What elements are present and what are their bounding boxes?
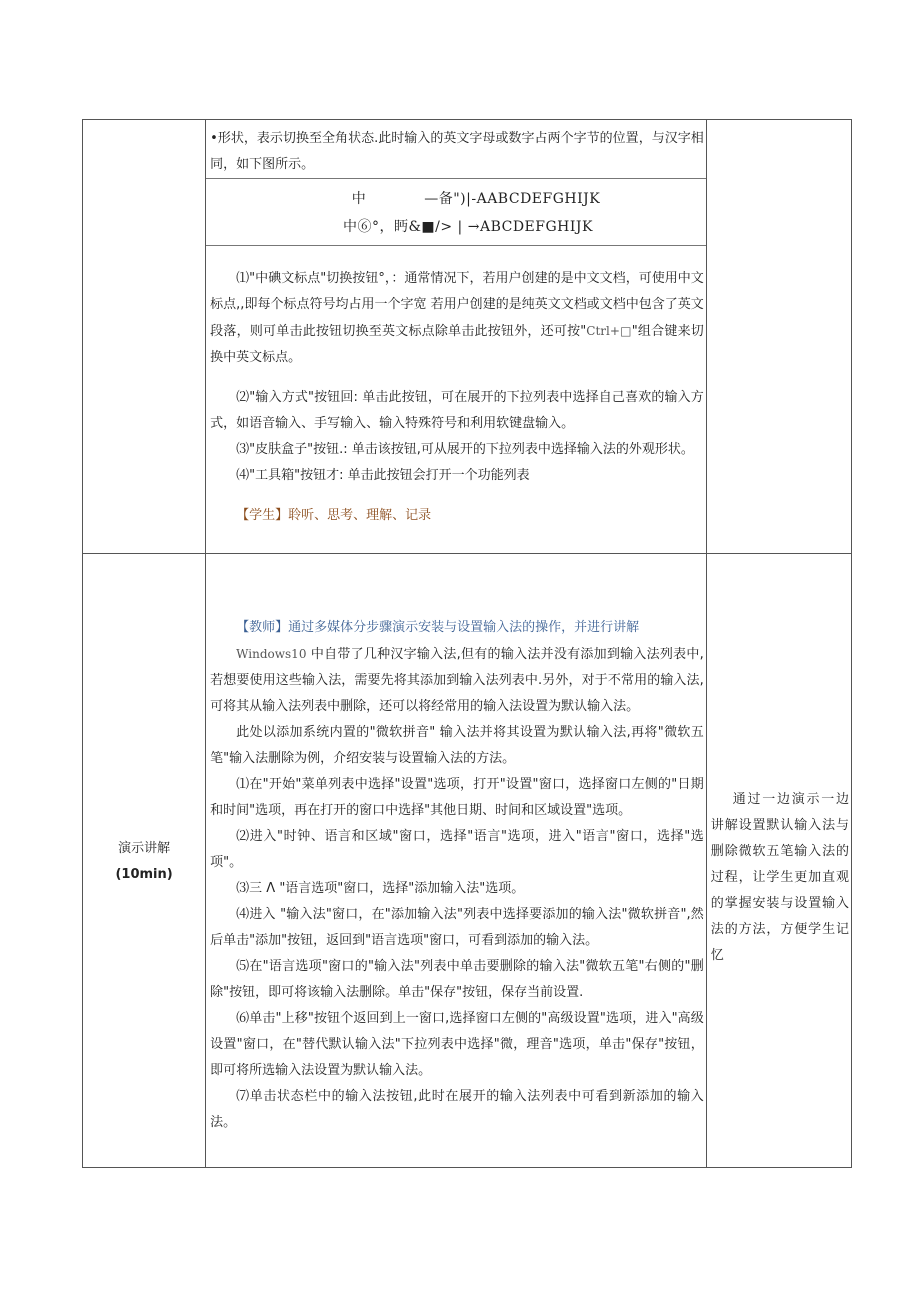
item-punctuation-toggle bbox=[210, 266, 704, 371]
student-activity: 【学生】聆听、思考、理解、记录 bbox=[236, 508, 432, 523]
item-toolbox: ⑷"工具箱"按钮才: 单击此按钮会打开一个功能列表 bbox=[236, 468, 530, 483]
step-2: ⑵进入"时钟、语言和区域"窗口，选择"语言"选项，进入"语言"窗口，选择"选项"。 bbox=[210, 829, 704, 870]
lesson-plan-table bbox=[82, 119, 852, 1168]
step-6: ⑹单击"上移"按钮个返回到上一窗口,选择窗口左侧的"高级设置"选项，进入"高级设置"窗口，在"替代默认输入法"下拉列表中选择"微，理音"选项，单击"保存"按钮，即可将所选输入法设置为默认输入法。 bbox=[210, 1011, 704, 1078]
step-1: ⑴在"开始"菜单列表中选择"设置"选项，打开"设置"窗口，选择窗口左侧的"日期和时间"选项，再在打开的窗口中选择"其他日期、时间和区域设置"选项。 bbox=[210, 777, 704, 818]
step-7: ⑺单击状态栏中的输入法按钮,此时在展开的输入法列表中可看到新添加的输入法。 bbox=[210, 1089, 704, 1130]
item-skin-box: ⑶"皮肤盒子"按钮.: 单击该按钮,可从展开的下拉列表中选择输入法的外观形状。 bbox=[236, 442, 694, 457]
fullwidth-demo-figure bbox=[206, 178, 706, 246]
demo-line-halfwidth: 中 —备")|-AABCDEFGHIJK bbox=[351, 191, 601, 207]
windows-version: Windows10 bbox=[236, 647, 307, 661]
step-4: ⑷进入 "输入法"窗口，在"添加输入法"列表中选择要添加的输入法"微软拼音",然后单击"添加"按钮，返回到"语言选项"窗口，可看到添加的输入法。 bbox=[210, 907, 704, 948]
design-intent-note: 通过一边演示一边讲解设置默认输入法与删除微软五笔输入法的过程，让学生更加直观的掌握安装与设置输入法的方法，方便学生记忆 bbox=[710, 792, 849, 963]
item1-text-b: "组合键来切换中英文标点。 bbox=[210, 324, 704, 365]
intro-windows-text: 中自带了几种汉字输入法,但有的输入法并没有添加到输入法列表中,若想要使用这些输入法，需要先将其添加到输入法列表中.另外，对于不常用的输入法,可将其从输入法列表中删除，还可以将经常用的输入法设置为默认输入法。 bbox=[210, 647, 704, 714]
intro-paragraph: •形状，表示切换至全角状态.此时输入的英文字母或数字占两个字节的位置，与汉字相同，如下图所示。 bbox=[210, 131, 704, 172]
row1-label-cell bbox=[83, 120, 206, 554]
section-duration: (10min) bbox=[115, 867, 173, 882]
table-row bbox=[83, 554, 852, 1168]
intro-windows-paragraph bbox=[210, 641, 704, 720]
row2-note-cell bbox=[706, 554, 851, 1168]
item-input-method: ⑵"输入方式"按钮回: 单击此按钮，可在展开的下拉列表中选择自己喜欢的输入方式，如语音输入、手写输入、输入特殊符号和利用软键盘输入。 bbox=[210, 390, 704, 431]
step-5: ⑸在"语言选项"窗口的"输入法"列表中单击要删除的输入法"微软五笔"右侧的"删除"按钮，即可将该输入法删除。单击"保存"按钮，保存当前设置. bbox=[210, 959, 704, 1000]
item1-text-a: ⑴"中碘文标点"切换按钮°，：通常情况下，若用户创建的是中文文档，可使用中文标点,,即每个标点符号均占用一个字宽 若用户创建的是纯英文文档或文档中包含了英文段落，则可单击此按钮切换至英文标点除单击此按钮外，还可按" bbox=[210, 271, 704, 339]
row1-content-cell bbox=[206, 120, 707, 554]
table-row bbox=[83, 120, 852, 554]
step-3: ⑶三 Λ "语言选项"窗口，选择"添加输入法"选项。 bbox=[236, 881, 525, 896]
row1-note-cell bbox=[706, 120, 851, 554]
row2-content-cell bbox=[206, 554, 707, 1168]
demo-line-fullwidth: 中⑥°，眄&■/> | →ABCDEFGHIJK bbox=[342, 219, 593, 235]
example-paragraph: 此处以添加系统内置的"微软拼音" 输入法并将其设置为默认输入法,再将"微软五笔"输入法删除为例，介绍安装与设置输入法的方法。 bbox=[210, 725, 704, 766]
teacher-activity: 【教师】通过多媒体分步骤演示安装与设置输入法的操作，并进行讲解 bbox=[236, 620, 640, 635]
section-label: 演示讲解 bbox=[118, 841, 171, 856]
row2-label-cell bbox=[83, 554, 206, 1168]
item1-shortcut: Ctrl+□ bbox=[586, 324, 632, 338]
